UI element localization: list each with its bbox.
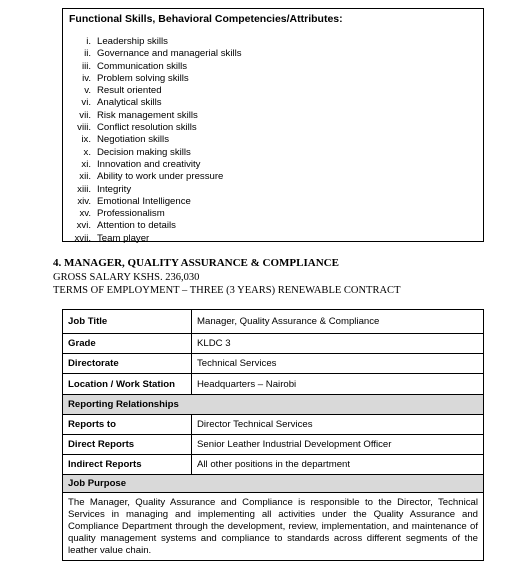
list-item <box>63 147 483 159</box>
table-value: Manager, Quality Assurance & Compliance <box>192 310 484 334</box>
list-number: iii. <box>81 60 91 72</box>
table-label: Directorate <box>63 354 192 374</box>
list-number: xiv. <box>77 195 91 207</box>
list-number: x. <box>83 146 91 158</box>
table-label: Direct Reports <box>63 435 192 455</box>
table-value: KLDC 3 <box>192 334 484 354</box>
list-text: Team player <box>97 232 150 244</box>
table-row <box>63 435 484 455</box>
list-text: Result oriented <box>97 85 162 97</box>
table-value: Director Technical Services <box>192 415 484 435</box>
list-text: Problem solving skills <box>97 72 189 84</box>
list-item <box>63 73 483 85</box>
competencies-list <box>63 36 483 245</box>
list-number: xvii. <box>74 232 91 244</box>
list-item <box>63 122 483 134</box>
list-number: xv. <box>79 208 91 220</box>
list-text: Emotional Intelligence <box>97 195 191 207</box>
table-row <box>63 374 484 395</box>
table-section-header: Reporting Relationships <box>63 395 484 415</box>
table-row <box>63 475 484 493</box>
list-item <box>63 134 483 146</box>
section-heading: 4. MANAGER, QUALITY ASSURANCE & COMPLIANCE <box>53 257 339 269</box>
table-row <box>63 455 484 475</box>
list-number: xii. <box>79 171 91 183</box>
job-details-table <box>62 309 484 561</box>
list-item <box>63 36 483 48</box>
list-number: i. <box>86 36 91 47</box>
competencies-title: Functional Skills, Behavioral Competencies/Attributes: <box>69 13 343 25</box>
list-text: Governance and managerial skills <box>97 48 242 60</box>
list-item <box>63 208 483 220</box>
table-row <box>63 395 484 415</box>
table-row <box>63 415 484 435</box>
job-purpose-text: The Manager, Quality Assurance and Compliance is responsible to the Director, Technical Services in managing and implementing all activities under the Quality Assurance and Compliance Department through the development, review, implementation, and maintenance of quality management systems and compliance to standards across different segments of the leather value chain. <box>63 493 484 561</box>
competencies-box <box>62 8 484 242</box>
list-item <box>63 48 483 60</box>
list-number: v. <box>84 85 91 97</box>
table-row <box>63 493 484 561</box>
list-item <box>63 85 483 97</box>
list-number: viii. <box>77 122 91 134</box>
table-label: Indirect Reports <box>63 455 192 475</box>
table-label: Grade <box>63 334 192 354</box>
table-label: Location / Work Station <box>63 374 192 395</box>
table-value: Technical Services <box>192 354 484 374</box>
table-label: Reports to <box>63 415 192 435</box>
list-item <box>63 220 483 232</box>
list-number: iv. <box>82 72 91 84</box>
list-item <box>63 233 483 245</box>
list-item <box>63 196 483 208</box>
list-number: xvi. <box>76 220 91 232</box>
list-text: Leadership skills <box>97 36 168 47</box>
list-text: Attention to details <box>97 220 176 232</box>
terms-of-employment: TERMS OF EMPLOYMENT – THREE (3 YEARS) RENEWABLE CONTRACT <box>53 285 401 296</box>
list-item <box>63 159 483 171</box>
list-text: Analytical skills <box>97 97 162 109</box>
table-row <box>63 354 484 374</box>
list-item <box>63 97 483 109</box>
list-text: Ability to work under pressure <box>97 171 224 183</box>
list-number: xiii. <box>77 183 91 195</box>
table-section-header: Job Purpose <box>63 475 484 493</box>
list-number: xi. <box>81 158 91 170</box>
list-text: Conflict resolution skills <box>97 122 197 134</box>
list-text: Decision making skills <box>97 146 191 158</box>
list-number: vii. <box>79 109 91 121</box>
list-item <box>63 171 483 183</box>
list-text: Innovation and creativity <box>97 158 201 170</box>
list-number: vi. <box>81 97 91 109</box>
list-number: ix. <box>81 134 91 146</box>
table-row <box>63 334 484 354</box>
list-text: Integrity <box>97 183 132 195</box>
table-label: Job Title <box>63 310 192 334</box>
list-item <box>63 61 483 73</box>
table-value: Headquarters – Nairobi <box>192 374 484 395</box>
list-text: Communication skills <box>97 60 188 72</box>
list-item <box>63 110 483 122</box>
list-text: Negotiation skills <box>97 134 169 146</box>
list-number: ii. <box>84 48 91 60</box>
list-text: Risk management skills <box>97 109 198 121</box>
table-row <box>63 310 484 334</box>
list-text: Professionalism <box>97 208 165 220</box>
gross-salary: GROSS SALARY KSHS. 236,030 <box>53 272 200 283</box>
table-value: Senior Leather Industrial Development Officer <box>192 435 484 455</box>
table-value: All other positions in the department <box>192 455 484 475</box>
list-item <box>63 184 483 196</box>
